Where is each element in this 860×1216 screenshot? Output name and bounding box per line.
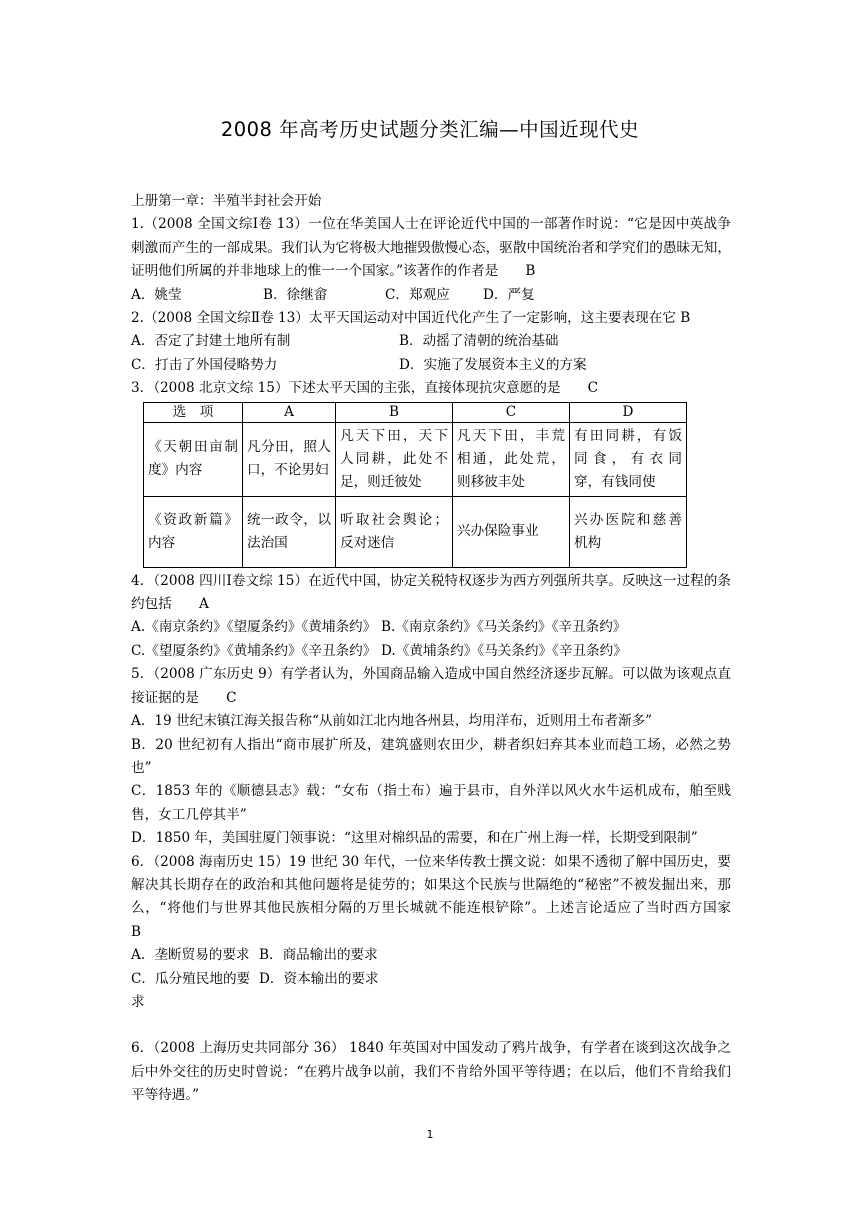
- option: C．1853 年的《顺德县志》载：“女布（指土布）遍于县市，自外洋以风火水牛运机成布，舶至贱售，女工几停其半”: [131, 783, 731, 823]
- table-cell: 《天朝田亩制度》内容: [144, 422, 243, 496]
- option: D．严复: [483, 286, 535, 303]
- question-3-table: [143, 402, 687, 568]
- table-header-cell: C: [453, 402, 570, 422]
- document-body: [131, 190, 731, 1108]
- question-2-options-row-2: [131, 354, 731, 377]
- question-4-options-row-2: [131, 640, 731, 663]
- question-3-stem: 3．（2008 北京文综 15）下述太平天国的主张，直接体现抗灾意愿的是 C: [131, 380, 599, 397]
- question-7-stem: 6．（2008 上海历史共同部分 36） 1840 年英国对中国发动了鸦片战争，有学者在谈到这次战争之后中外交往的历史时曾说：“在鸦片战争以前，我们不肯给外国平等待遇；在以后，他们不肯给我们平等待遇。”: [131, 1040, 731, 1104]
- table-header-cell: A: [243, 402, 336, 422]
- question-3-answer: C: [587, 380, 599, 397]
- table-header-cell: B: [336, 402, 453, 422]
- question-6-options-row-1: [131, 944, 731, 967]
- table-cell: 兴办保险事业: [453, 496, 570, 567]
- table-cell: 兴办医院和慈善机构: [570, 496, 687, 567]
- chapter-heading: 上册第一章：半殖半封社会开始: [131, 193, 322, 209]
- option: B．20 世纪初有人指出“商市展扩所及，建筑盛则农田少，耕者织妇弃其本业而趋工场，必然之势也”: [131, 736, 731, 776]
- table-cell: 《资政新篇》内容: [144, 496, 243, 567]
- option: D．资本输出的要求: [259, 970, 379, 987]
- option: D．实施了发展资本主义的方案: [399, 356, 587, 373]
- question-1-stem: 1.（2008 全国文综Ⅰ卷 13）一位在华美国人士在评论近代中国的一部著作时说：“它是因中英战争刺激而产生的一部成果。我们认为它将极大地摧毁傲慢心态，驱散中国统治者和学究们的愚昧无知，证明他们所属的并非地球上的惟一一个国家。”该著作的作者是 B: [131, 216, 731, 280]
- question-6-stem: 6．（2008 海南历史 15）19 世纪 30 年代，一位来华传教士撰文说：如果不透彻了解中国历史，要解决其长期存在的政治和其他问题将是徒劳的；如果这个民族与世隔绝的“秘密”不被发掘出来，那么，“将他们与世界其他民族相分隔的万里长城就不能连根铲除”。上述言论适应了当时西方国家 B: [131, 853, 731, 940]
- question-4-answer: A: [198, 596, 209, 613]
- table-cell: 凡天下田，丰荒相通，此处荒，则移彼丰处: [453, 422, 570, 496]
- question-2-options-row-1: [131, 330, 731, 353]
- document-title: 2008 年高考历史试题分类汇编—中国近现代史: [220, 118, 640, 141]
- table-cell: 有田同耕，有饭同食，有衣同穿，有钱同使: [570, 422, 687, 496]
- page-number: 1: [426, 1128, 434, 1141]
- table-cell: 听取社会舆论；反对迷信: [336, 496, 453, 567]
- question-4-stem: 4．（2008 四川Ⅰ卷文综 15）在近代中国，协定关税特权逐步为西方列强所共享。反映这一过程的条约包括 A: [131, 572, 731, 613]
- blank-line: [131, 1014, 731, 1037]
- option: D．1850 年，美国驻厦门领事说：“这里对棉织品的需要，和在广州上海一样，长期受到限制”: [131, 830, 698, 847]
- table-row: [144, 496, 687, 567]
- option: B．商品输出的要求: [259, 947, 378, 964]
- question-1-options: [131, 284, 731, 307]
- option: C.《望厦条约》《黄埔条约》《辛丑条约》: [131, 642, 377, 659]
- option: B．徐继畲: [263, 286, 328, 303]
- option: D.《黄埔条约》《马关条约》《辛丑条约》: [381, 642, 627, 659]
- table-header-cell: 选 项: [144, 402, 243, 422]
- table-cell: 凡天下田，天下人同耕，此处不足，则迁彼处: [336, 422, 453, 496]
- option: A.《南京条约》《望厦条约》《黄埔条约》: [131, 619, 377, 636]
- question-6-answer: B: [131, 923, 141, 940]
- table-row: [144, 422, 687, 496]
- question-5-stem: 5．（2008 广东历史 9）有学者认为，外国商品输入造成中国自然经济逐步瓦解。可以做为该观点直接证据的是 C: [131, 666, 731, 706]
- option: A．垄断贸易的要求: [131, 947, 250, 964]
- table-header-row: [144, 402, 687, 422]
- option: C．瓜分殖民地的要求: [131, 970, 251, 1010]
- option: A．姚莹: [131, 286, 182, 303]
- option: C．郑观应: [385, 286, 450, 303]
- option: B．动摇了清朝的统治基础: [399, 333, 559, 350]
- table-header-cell: D: [570, 402, 687, 422]
- question-2-answer: B: [680, 310, 691, 327]
- question-2-stem: 2.（2008 全国文综Ⅱ卷 13）太平天国运动对中国近代化产生了一定影响，这主要表现在它 B: [131, 310, 691, 327]
- question-1-answer: B: [525, 263, 536, 280]
- question-5-answer: C: [226, 689, 237, 706]
- table-cell: 凡分田，照人口，不论男妇: [243, 422, 336, 496]
- question-6-options-row-2: [131, 968, 731, 1015]
- option: A．19 世纪末镇江海关报告称“从前如江北内地各州县，均用洋布，近则用土布者渐多”: [131, 713, 653, 730]
- option: B.《南京条约》《马关条约》《辛丑条约》: [381, 619, 627, 636]
- option: A．否定了封建土地所有制: [131, 333, 291, 350]
- option: C．打击了外国侵略势力: [131, 356, 278, 373]
- table-cell: 统一政令，以法治国: [243, 496, 336, 567]
- question-4-options-row-1: [131, 616, 731, 639]
